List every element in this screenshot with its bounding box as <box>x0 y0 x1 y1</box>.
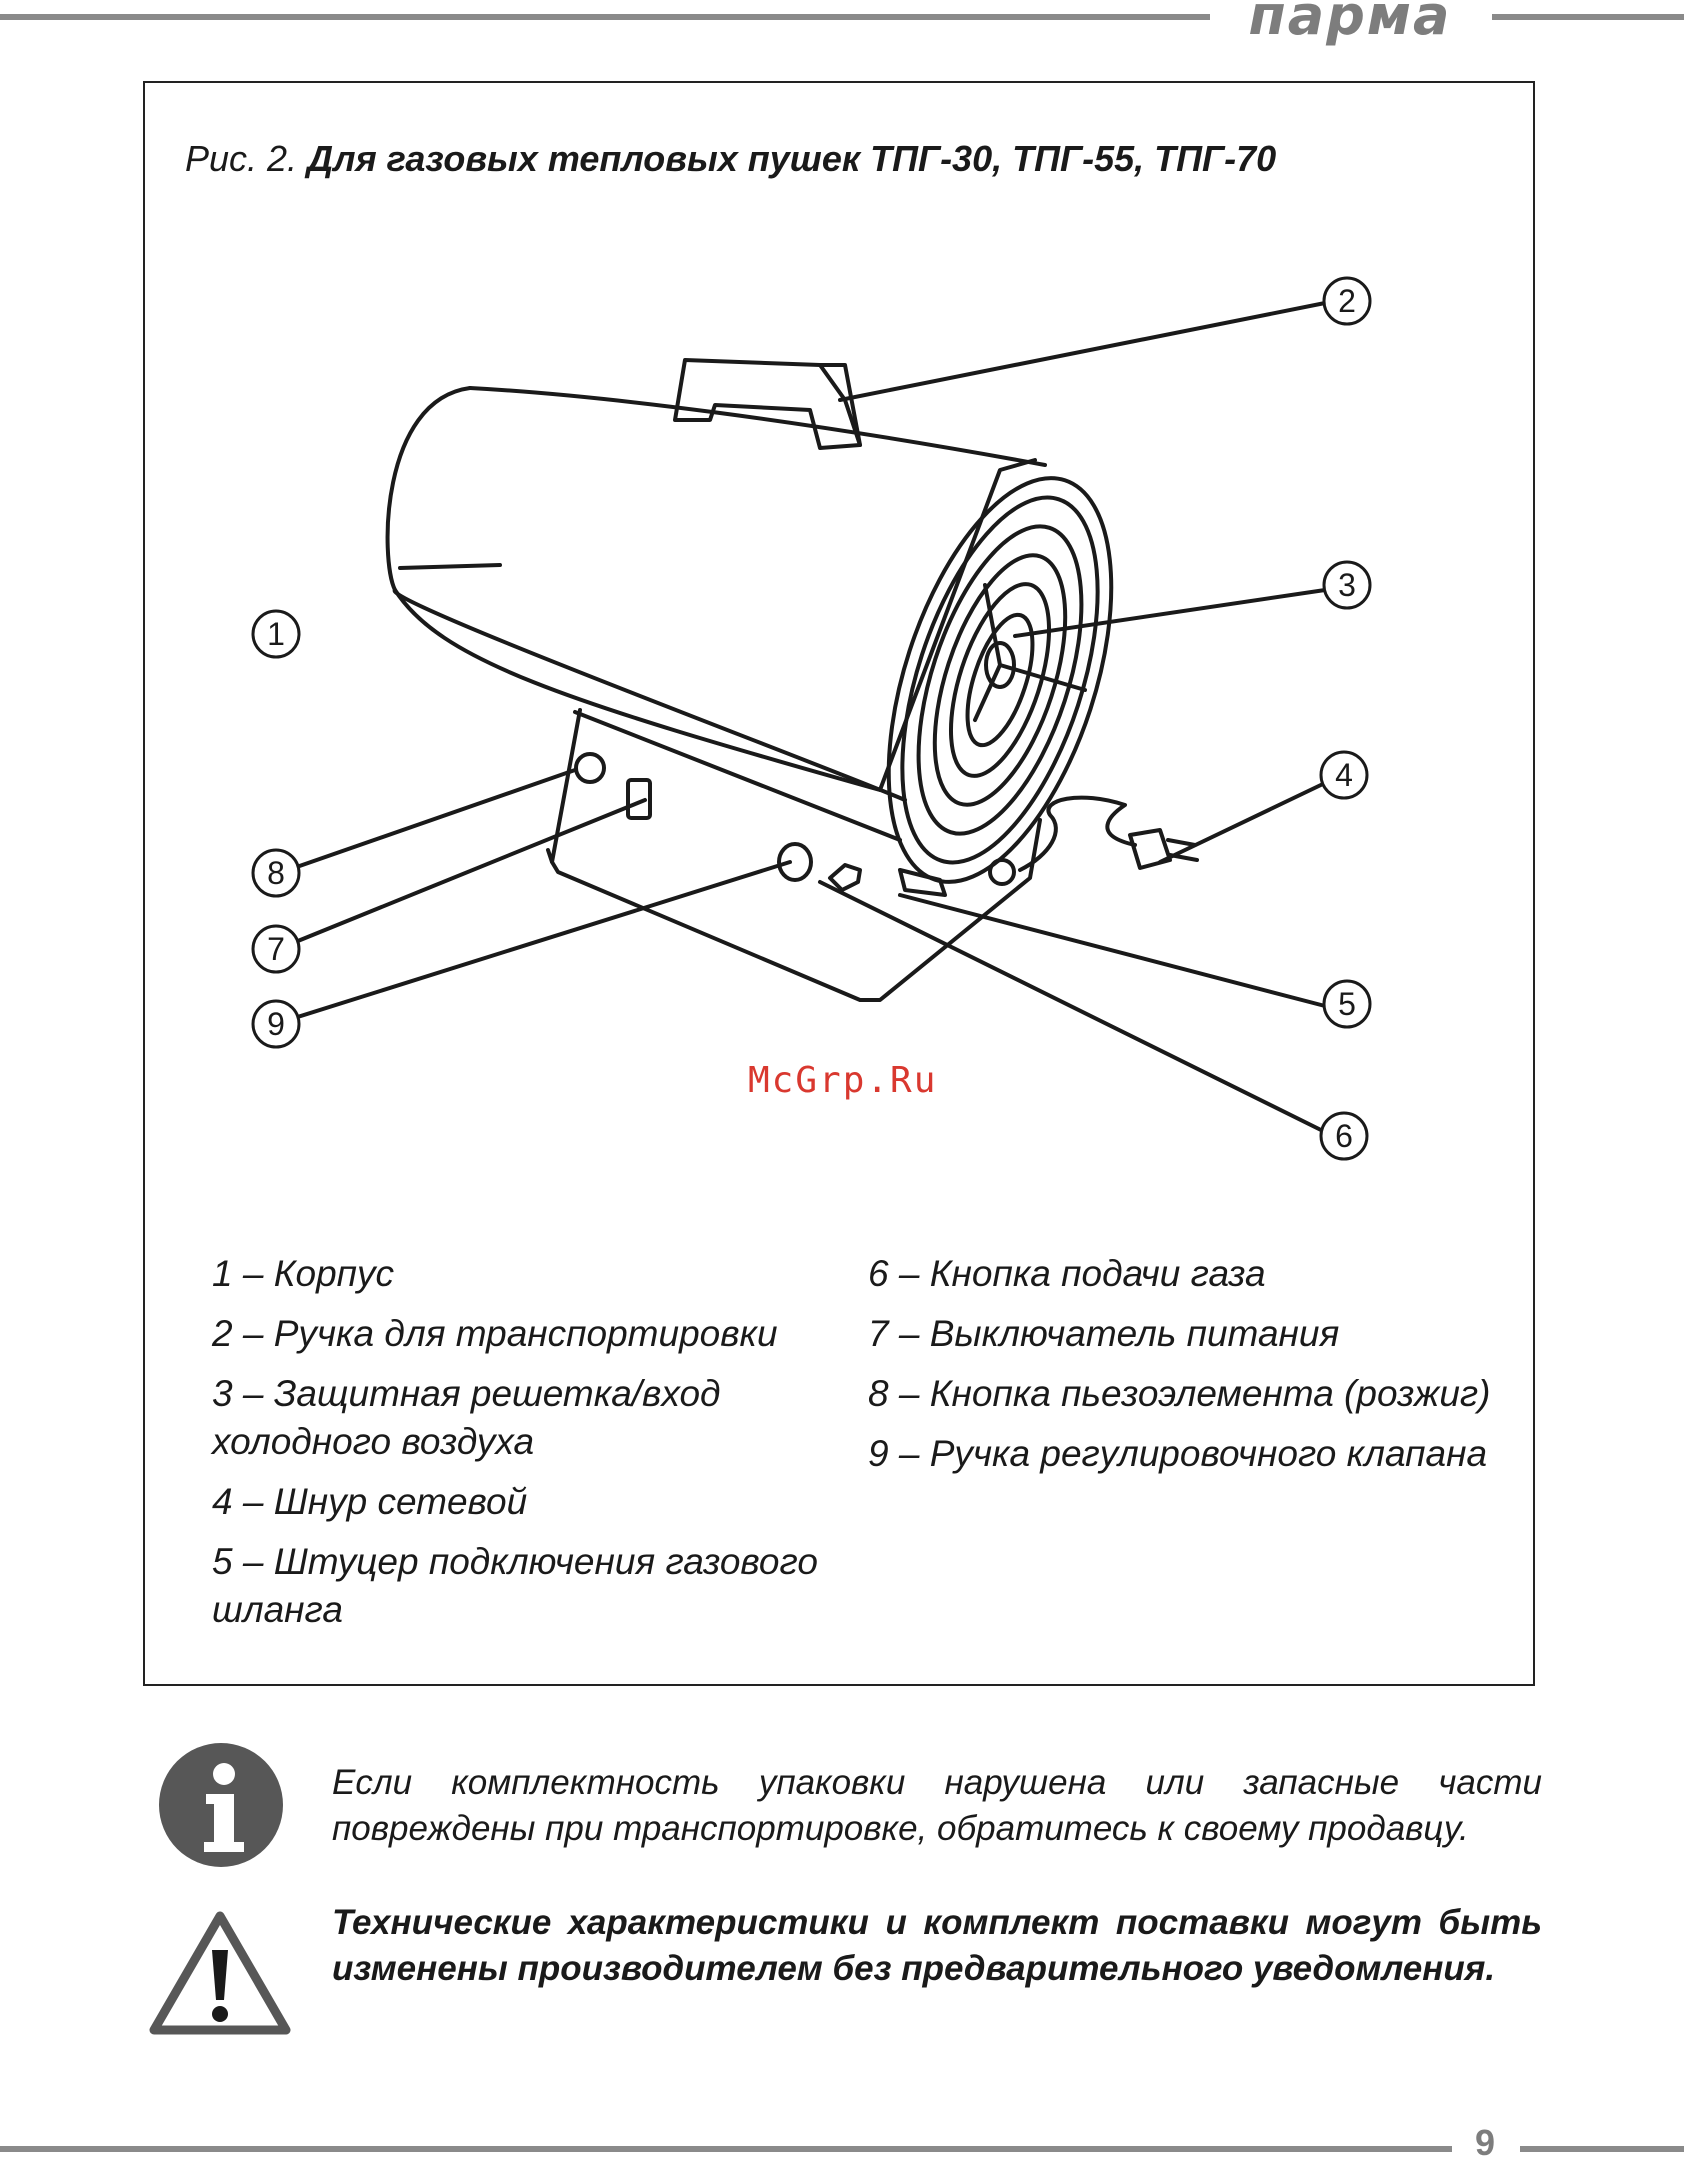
warning-note: Технические характеристики и комплект поставки могут быть изменены производителем без предварительного уведомления. <box>332 1903 1542 1988</box>
callout-label-6: 6 <box>1335 1118 1353 1154</box>
callout-label-5: 5 <box>1338 986 1356 1022</box>
heater-body <box>388 388 1035 790</box>
legend-item: 5 – Штуцер подключения газового шланга <box>212 1541 818 1630</box>
front-grille <box>845 451 1155 909</box>
legend-item: 9 – Ручка регулировочного клапана <box>868 1433 1488 1474</box>
callout-label-4: 4 <box>1335 757 1353 793</box>
info-icon <box>158 1742 284 1873</box>
brand-logo: парма <box>1248 0 1452 47</box>
callout-label-3: 3 <box>1338 567 1356 603</box>
legend-item: 2 – Ручка для транспортировки <box>212 1313 778 1354</box>
legend-item: 3 – Защитная решетка/вход холодного воздуха <box>212 1373 721 1462</box>
piezo-button <box>576 754 604 782</box>
callout-label-2: 2 <box>1338 283 1356 319</box>
legend-item: 7 – Выключатель питания <box>868 1313 1340 1354</box>
page-number: 9 <box>1474 2122 1496 2163</box>
footer-rule-right <box>1520 2146 1684 2152</box>
legend-item: 6 – Кнопка подачи газа <box>868 1253 1266 1294</box>
legend-right <box>868 1250 1508 1490</box>
watermark: McGrp.Ru <box>748 1060 938 1101</box>
gas-button <box>830 865 860 890</box>
info-note: Если комплектность упаковки нарушена или запасные части повреждены при транспортировке, обратитесь к своему продавцу. <box>332 1763 1542 1848</box>
legend-item: 4 – Шнур сетевой <box>212 1481 528 1522</box>
warning-icon <box>148 1908 292 2043</box>
callout-label-1: 1 <box>267 616 285 652</box>
caption-prefix: Рис. 2. <box>185 138 298 179</box>
caption-title: Для газовых тепловых пушек ТПГ-30, ТПГ-55, ТПГ-70 <box>307 138 1277 179</box>
callout-label-8: 8 <box>267 855 285 891</box>
legend-item: 8 – Кнопка пьезоэлемента (розжиг) <box>868 1373 1491 1414</box>
callout-label-9: 9 <box>267 1006 285 1042</box>
legend-left <box>212 1250 852 1646</box>
footer-rule-left <box>0 2146 1452 2152</box>
callout-label-7: 7 <box>267 931 285 967</box>
legend-item: 1 – Корпус <box>212 1253 395 1294</box>
heater-handle <box>675 360 860 448</box>
